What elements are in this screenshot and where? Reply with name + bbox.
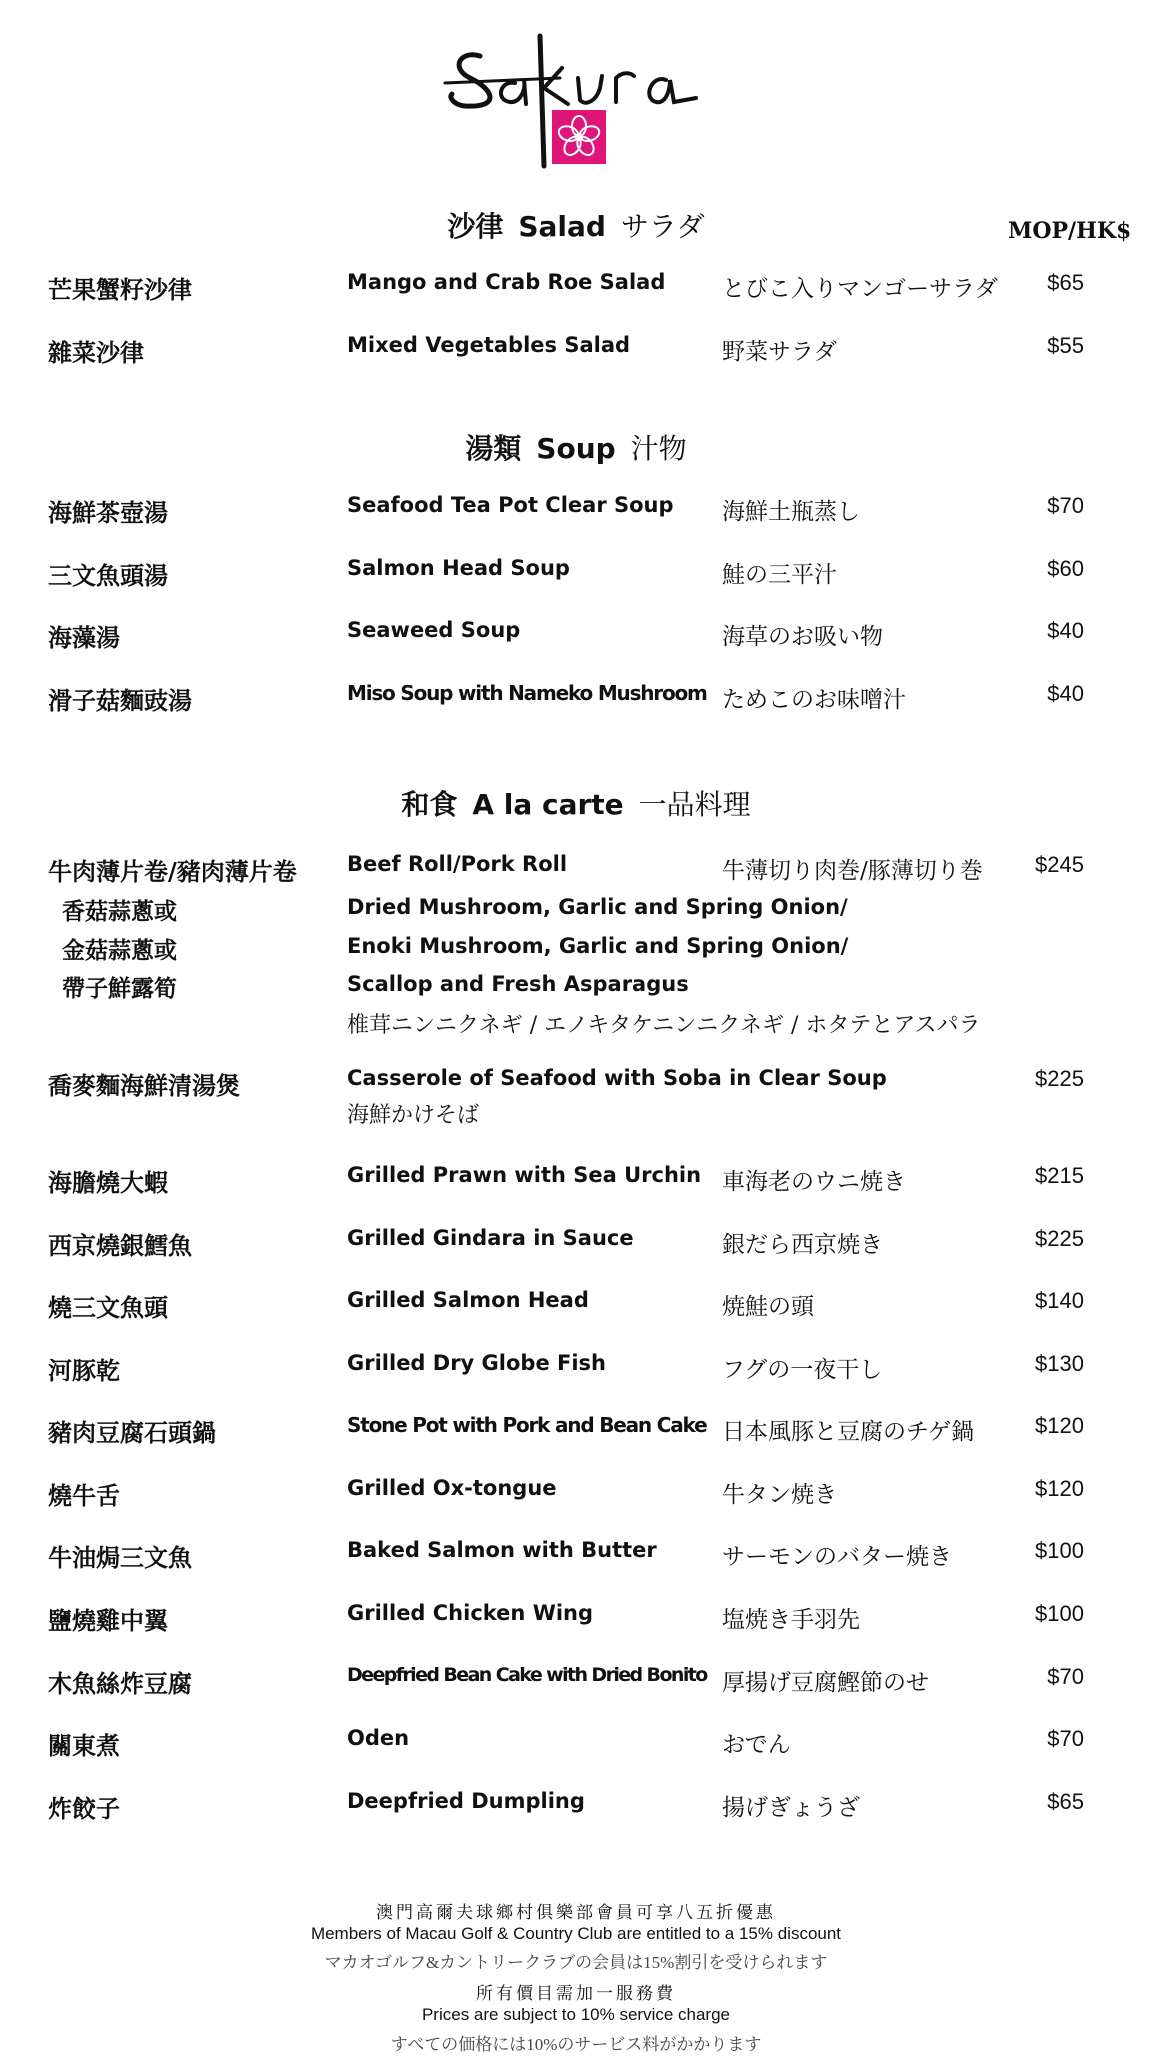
menu-item xyxy=(0,618,1152,658)
item-name-ja: 揚げぎょうざ xyxy=(722,1795,860,1821)
item-name-ja: 厚揚げ豆腐鰹節のせ xyxy=(722,1670,929,1696)
sakura-blossom-icon xyxy=(552,110,606,164)
item-name-en: Grilled Prawn with Sea Urchin xyxy=(347,1163,702,1187)
roll-option-en: Enoki Mushroom, Garlic and Spring Onion/ xyxy=(347,934,849,958)
item-name-ja: 塩焼き手羽先 xyxy=(722,1607,860,1633)
item-price: $60 xyxy=(1047,556,1084,581)
menu-item xyxy=(0,1538,1152,1578)
roll-options-ja: 椎茸ニンニクネギ / エノキタケニンニクネギ / ホタテとアスパラ xyxy=(347,1013,981,1038)
item-name-zh: 滑子菇麵豉湯 xyxy=(48,686,192,715)
item-price: $215 xyxy=(1035,1163,1084,1188)
menu-item xyxy=(0,1163,1152,1203)
item-name-ja: ためこのお味噌汁 xyxy=(722,687,906,713)
item-name-ja: 銀だら西京焼き xyxy=(722,1232,883,1258)
item-price: $100 xyxy=(1035,1538,1084,1563)
item-price: $245 xyxy=(1035,852,1084,877)
item-name-en: Mixed Vegetables Salad xyxy=(347,333,631,357)
item-name-zh: 燒三文魚頭 xyxy=(48,1293,168,1322)
item-name-zh: 海藻湯 xyxy=(48,623,120,652)
section-title-ja: 一品料理 xyxy=(638,788,751,821)
item-name-zh: 西京燒銀鱈魚 xyxy=(48,1231,192,1260)
item-name-ja: 牛タン焼き xyxy=(722,1482,837,1508)
item-name-zh: 炸餃子 xyxy=(48,1794,120,1823)
section-title-a-la-carte xyxy=(0,783,1152,823)
item-name-zh: 鹽燒雞中翼 xyxy=(48,1606,168,1635)
menu-item xyxy=(0,1789,1152,1829)
menu-item xyxy=(0,556,1152,596)
service-note-en: Prices are subject to 10% service charge xyxy=(421,2005,731,2024)
item-price: $40 xyxy=(1047,618,1084,643)
item-price: $225 xyxy=(1035,1226,1084,1251)
item-name-en: Baked Salmon with Butter xyxy=(347,1538,657,1562)
item-price: $100 xyxy=(1035,1601,1084,1626)
item-name-ja: サーモンのバター焼き xyxy=(722,1544,952,1570)
menu-item xyxy=(0,1601,1152,1641)
menu-item xyxy=(0,270,1152,310)
item-name-en: Oden xyxy=(347,1726,410,1750)
item-name-en: Beef Roll/Pork Roll xyxy=(347,852,568,876)
section-title-en: Soup xyxy=(536,432,616,465)
currency-label: MOP/HK$ xyxy=(1008,218,1132,244)
item-name-ja: 海草のお吸い物 xyxy=(722,624,883,650)
item-name-zh: 雜菜沙律 xyxy=(48,338,144,367)
item-name-ja: 牛薄切り肉巻/豚薄切り巻 xyxy=(722,858,983,884)
menu-item xyxy=(0,1726,1152,1766)
menu-item xyxy=(0,1413,1152,1453)
item-name-en: Grilled Salmon Head xyxy=(347,1288,589,1312)
item-name-zh: 關東煮 xyxy=(48,1731,120,1760)
discount-note-ja: マカオゴルフ&カントリークラブの会員は15%割引を受けられます xyxy=(324,1953,828,1972)
item-name-zh: 牛油焗三文魚 xyxy=(48,1543,192,1572)
roll-option-zh: 香菇蒜蔥或 xyxy=(62,898,177,925)
item-price: $70 xyxy=(1047,493,1084,518)
item-name-zh: 海膽燒大蝦 xyxy=(48,1168,168,1197)
roll-option-zh: 金菇蒜蔥或 xyxy=(62,937,177,964)
item-name-en: Miso Soup with Nameko Mushroom xyxy=(347,681,707,705)
item-name-ja: おでん xyxy=(722,1732,791,1758)
menu-item xyxy=(0,1351,1152,1391)
section-title-zh: 沙律 xyxy=(447,210,504,243)
item-name-zh: 芒果蟹籽沙律 xyxy=(48,275,192,304)
item-name-en: Salmon Head Soup xyxy=(347,556,570,580)
discount-note-en: Members of Macau Golf & Country Club are entitled to a 15% discount xyxy=(310,1924,842,1943)
item-name-en: Deepfried Bean Cake with Dried Bonito xyxy=(347,1664,707,1686)
item-name-en: Casserole of Seafood with Soba in Clear Soup xyxy=(347,1066,887,1090)
item-name-ja: 鮭の三平汁 xyxy=(722,562,837,588)
item-name-ja: 野菜サラダ xyxy=(722,339,837,365)
item-name-zh: 河豚乾 xyxy=(48,1356,120,1385)
item-name-en: Grilled Ox-tongue xyxy=(347,1476,557,1500)
item-price: $65 xyxy=(1047,270,1084,295)
section-title-zh: 和食 xyxy=(401,788,458,821)
section-title-en: Salad xyxy=(518,210,606,243)
item-price: $130 xyxy=(1035,1351,1084,1376)
item-name-ja: 焼鮭の頭 xyxy=(722,1294,814,1320)
menu-item xyxy=(0,681,1152,721)
item-price: $120 xyxy=(1035,1476,1084,1501)
section-title-soup xyxy=(0,427,1152,467)
item-name-en: Seaweed Soup xyxy=(347,618,521,642)
roll-option-en: Scallop and Fresh Asparagus xyxy=(347,972,689,996)
item-name-zh: 海鮮茶壺湯 xyxy=(48,498,168,527)
item-price: $55 xyxy=(1047,333,1084,358)
item-name-zh: 木魚絲炸豆腐 xyxy=(48,1669,192,1698)
discount-note-zh: 澳門高爾夫球鄉村俱樂部會員可享八五折優惠 xyxy=(376,1903,776,1923)
item-name-en: Mango and Crab Roe Salad xyxy=(347,270,666,294)
item-name-en: Grilled Dry Globe Fish xyxy=(347,1351,607,1375)
item-name-ja: 車海老のウニ焼き xyxy=(722,1169,906,1195)
menu-item xyxy=(0,333,1152,373)
item-name-en: Seafood Tea Pot Clear Soup xyxy=(347,493,674,517)
item-name-en: Grilled Chicken Wing xyxy=(347,1601,594,1625)
item-name-zh: 燒牛舌 xyxy=(48,1481,120,1510)
section-title-en: A la carte xyxy=(472,788,624,821)
menu-item xyxy=(0,1288,1152,1328)
item-name-en: Grilled Gindara in Sauce xyxy=(347,1226,634,1250)
item-price: $120 xyxy=(1035,1413,1084,1438)
item-name-zh: 牛肉薄片卷/豬肉薄片卷 xyxy=(48,857,297,886)
section-title-ja: サラダ xyxy=(620,210,705,243)
item-price: $40 xyxy=(1047,681,1084,706)
section-title-zh: 湯類 xyxy=(465,432,522,465)
item-name-ja: 日本風豚と豆腐のチゲ鍋 xyxy=(722,1419,975,1445)
item-name-zh: 三文魚頭湯 xyxy=(48,561,168,590)
service-note-ja: すべての価格には10%のサービス料がかかります xyxy=(390,2035,762,2054)
item-name-en: Deepfried Dumpling xyxy=(347,1789,585,1813)
menu-item xyxy=(0,1226,1152,1266)
item-name-zh: 豬肉豆腐石頭鍋 xyxy=(48,1418,216,1447)
item-price: $70 xyxy=(1047,1726,1084,1751)
item-name-ja: とびこ入りマンゴーサラダ xyxy=(722,276,998,302)
section-title-salad xyxy=(0,205,1152,245)
menu-item-casserole xyxy=(0,1066,1152,1106)
item-name-en: Stone Pot with Pork and Bean Cake xyxy=(347,1413,707,1437)
item-name-zh: 喬麥麵海鮮清湯煲 xyxy=(48,1071,240,1100)
casserole-name-ja: 海鮮かけそば xyxy=(347,1103,480,1128)
service-note-zh: 所有價目需加一服務費 xyxy=(476,1984,676,2004)
menu-item xyxy=(0,493,1152,533)
item-price: $65 xyxy=(1047,1789,1084,1814)
sakura-logo xyxy=(440,28,710,170)
item-name-ja: 海鮮土瓶蒸し xyxy=(722,499,860,525)
sakura-logo-art xyxy=(440,28,710,170)
item-name-ja: フグの一夜干し xyxy=(722,1357,883,1383)
menu-item-roll xyxy=(0,852,1152,892)
roll-option-zh: 帶子鮮露筍 xyxy=(62,975,177,1002)
roll-option-en: Dried Mushroom, Garlic and Spring Onion/ xyxy=(347,895,848,919)
menu-item xyxy=(0,1664,1152,1704)
section-title-ja: 汁物 xyxy=(630,432,687,465)
item-price: $70 xyxy=(1047,1664,1084,1689)
item-price: $140 xyxy=(1035,1288,1084,1313)
item-price: $225 xyxy=(1035,1066,1084,1091)
menu-item xyxy=(0,1476,1152,1516)
